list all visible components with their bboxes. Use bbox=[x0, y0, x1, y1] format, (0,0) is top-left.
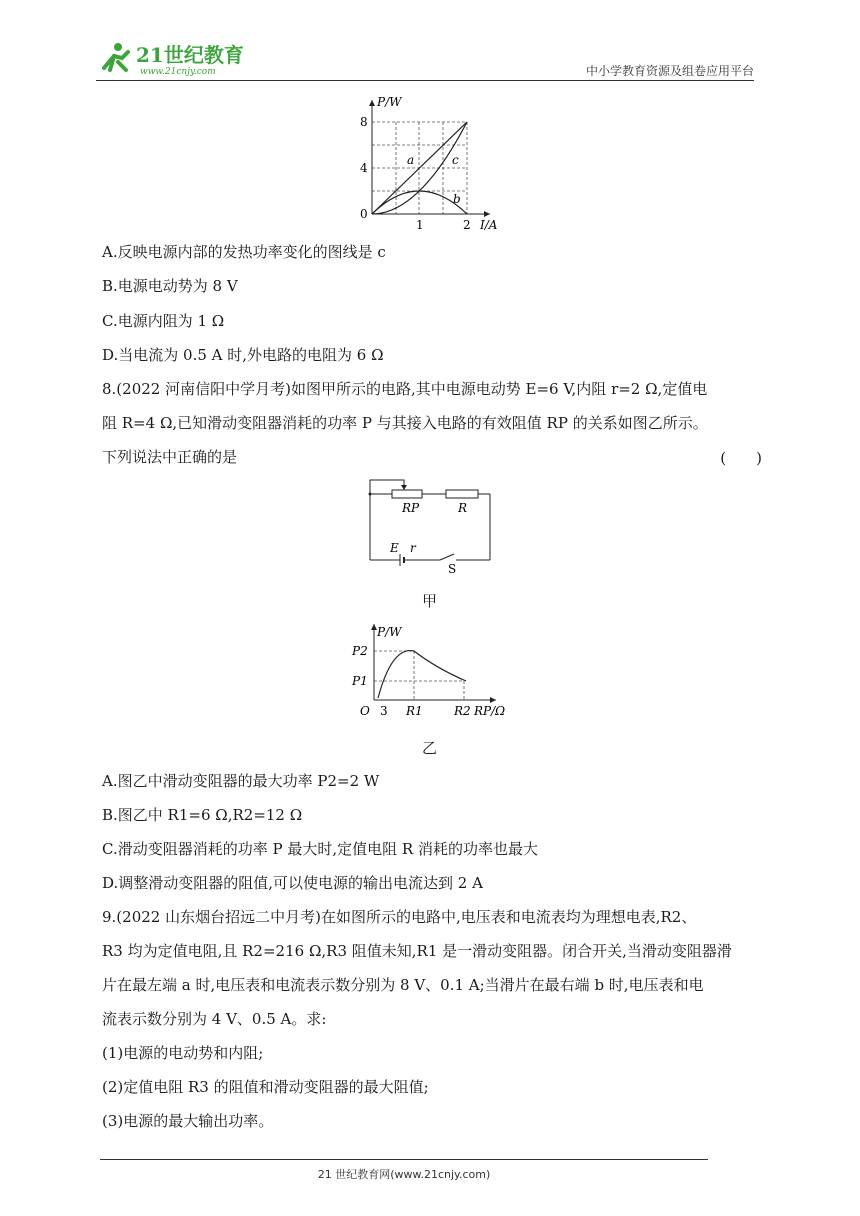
q8-option-a: A.图乙中滑动变阻器的最大功率 P2=2 W bbox=[102, 772, 380, 790]
q9-sub-question-1: (1)电源的电动势和内阻; bbox=[102, 1044, 264, 1062]
caption-jia: 甲 bbox=[422, 592, 438, 610]
q8-stem-line2: 阻 R=4 Ω,已知滑动变阻器消耗的功率 P 与其接入电路的有效阻值 RP 的关系如图乙所示。 bbox=[102, 414, 708, 432]
q9-sub-question-2: (2)定值电阻 R3 的阻值和滑动变阻器的最大阻值; bbox=[102, 1078, 429, 1096]
q7-option-d: D.当电流为 0.5 A 时,外电路的电阻为 6 Ω bbox=[102, 346, 384, 364]
graph2-y-tick-p1: P1 bbox=[352, 674, 368, 688]
q9-stem-line3: 片在最左端 a 时,电压表和电流表示数分别为 8 V、0.1 A;当滑片在最右端 b 时,电压表和电 bbox=[102, 976, 704, 994]
q9-stem-line2: R3 均为定值电阻,且 R2=216 Ω,R3 阻值未知,R1 是一滑动变阻器。闭合开关,当滑动变阻器滑 bbox=[102, 942, 732, 960]
curve-label-b: b bbox=[453, 192, 461, 206]
graph1-y-tick-8: 8 bbox=[360, 115, 368, 129]
q9-stem-line1: 9.(2022 山东烟台招远二中月考)在如图所示的电路中,电压表和电流表均为理想电表,R2、 bbox=[102, 908, 697, 926]
label-r: R bbox=[458, 501, 468, 515]
runner-logo-icon bbox=[96, 40, 256, 80]
graph2-x-tick-r1: R1 bbox=[406, 704, 423, 718]
switch-icon bbox=[440, 554, 454, 560]
graph2-x-tick-r2: R2 bbox=[454, 704, 471, 718]
q8-option-c: C.滑动变阻器消耗的功率 P 最大时,定值电阻 R 消耗的功率也最大 bbox=[102, 840, 538, 858]
graph2-curve bbox=[378, 651, 466, 698]
q8-stem-line3: 下列说法中正确的是 bbox=[102, 448, 238, 466]
graph1-x-tick-1: 1 bbox=[416, 218, 424, 232]
q8-option-b: B.图乙中 R1=6 Ω,R2=12 Ω bbox=[102, 806, 303, 824]
q9-stem-line4: 流表示数分别为 4 V、0.5 A。求: bbox=[102, 1010, 327, 1028]
header-tagline: 中小学教育资源及组卷应用平台 bbox=[585, 64, 754, 78]
graph1-x-label: I/A bbox=[480, 218, 498, 232]
label-emf: E bbox=[390, 541, 399, 555]
q8-option-d: D.调整滑动变阻器的阻值,可以使电源的输出电流达到 2 A bbox=[102, 874, 483, 892]
graph2-origin: O bbox=[360, 704, 370, 718]
curve-label-c: c bbox=[452, 153, 459, 167]
q8-stem-line1: 8.(2022 河南信阳中学月考)如图甲所示的电路,其中电源电动势 E=6 V,内阻 r=2 Ω,定值电 bbox=[102, 380, 708, 398]
graph1-x-tick-2: 2 bbox=[463, 218, 471, 232]
logo-url: www.21cnjy.com bbox=[140, 67, 216, 77]
rheostat-rp-icon bbox=[392, 490, 422, 498]
circuit-diagram-jia bbox=[362, 474, 498, 574]
graph1-y-label: P/W bbox=[377, 95, 402, 109]
graph1-y-tick-4: 4 bbox=[360, 161, 368, 175]
power-resistance-graph bbox=[346, 618, 516, 722]
graph2-y-tick-p2: P2 bbox=[352, 644, 368, 658]
q7-option-b: B.电源电动势为 8 V bbox=[102, 277, 238, 295]
graph1-y-tick-0: 0 bbox=[360, 207, 368, 221]
footer-divider bbox=[100, 1159, 708, 1160]
graph2-guides bbox=[374, 651, 464, 700]
q8-answer-bracket: ( ) bbox=[720, 449, 762, 467]
footer-link[interactable]: 21 世纪教育网(www.21cnjy.com) bbox=[317, 1168, 491, 1181]
resistor-r-icon bbox=[446, 490, 478, 498]
site-logo bbox=[96, 40, 256, 80]
graph2-x-tick-3: 3 bbox=[380, 704, 388, 718]
label-internal-r: r bbox=[410, 541, 416, 555]
graph2-y-label: P/W bbox=[377, 625, 402, 639]
slider-arrow-icon bbox=[401, 485, 407, 490]
label-rp: RP bbox=[402, 501, 420, 515]
q7-option-c: C.电源内阻为 1 Ω bbox=[102, 312, 225, 330]
logo-text: 21世纪教育 bbox=[136, 43, 244, 67]
q9-sub-question-3: (3)电源的最大输出功率。 bbox=[102, 1112, 274, 1130]
graph2-x-label: RP/Ω bbox=[474, 704, 506, 718]
q7-option-a: A.反映电源内部的发热功率变化的图线是 c bbox=[102, 243, 386, 261]
power-current-graph bbox=[340, 92, 510, 232]
header-divider bbox=[96, 80, 754, 81]
curve-label-a: a bbox=[407, 153, 415, 167]
label-switch: S bbox=[448, 562, 457, 574]
caption-yi: 乙 bbox=[422, 739, 438, 757]
